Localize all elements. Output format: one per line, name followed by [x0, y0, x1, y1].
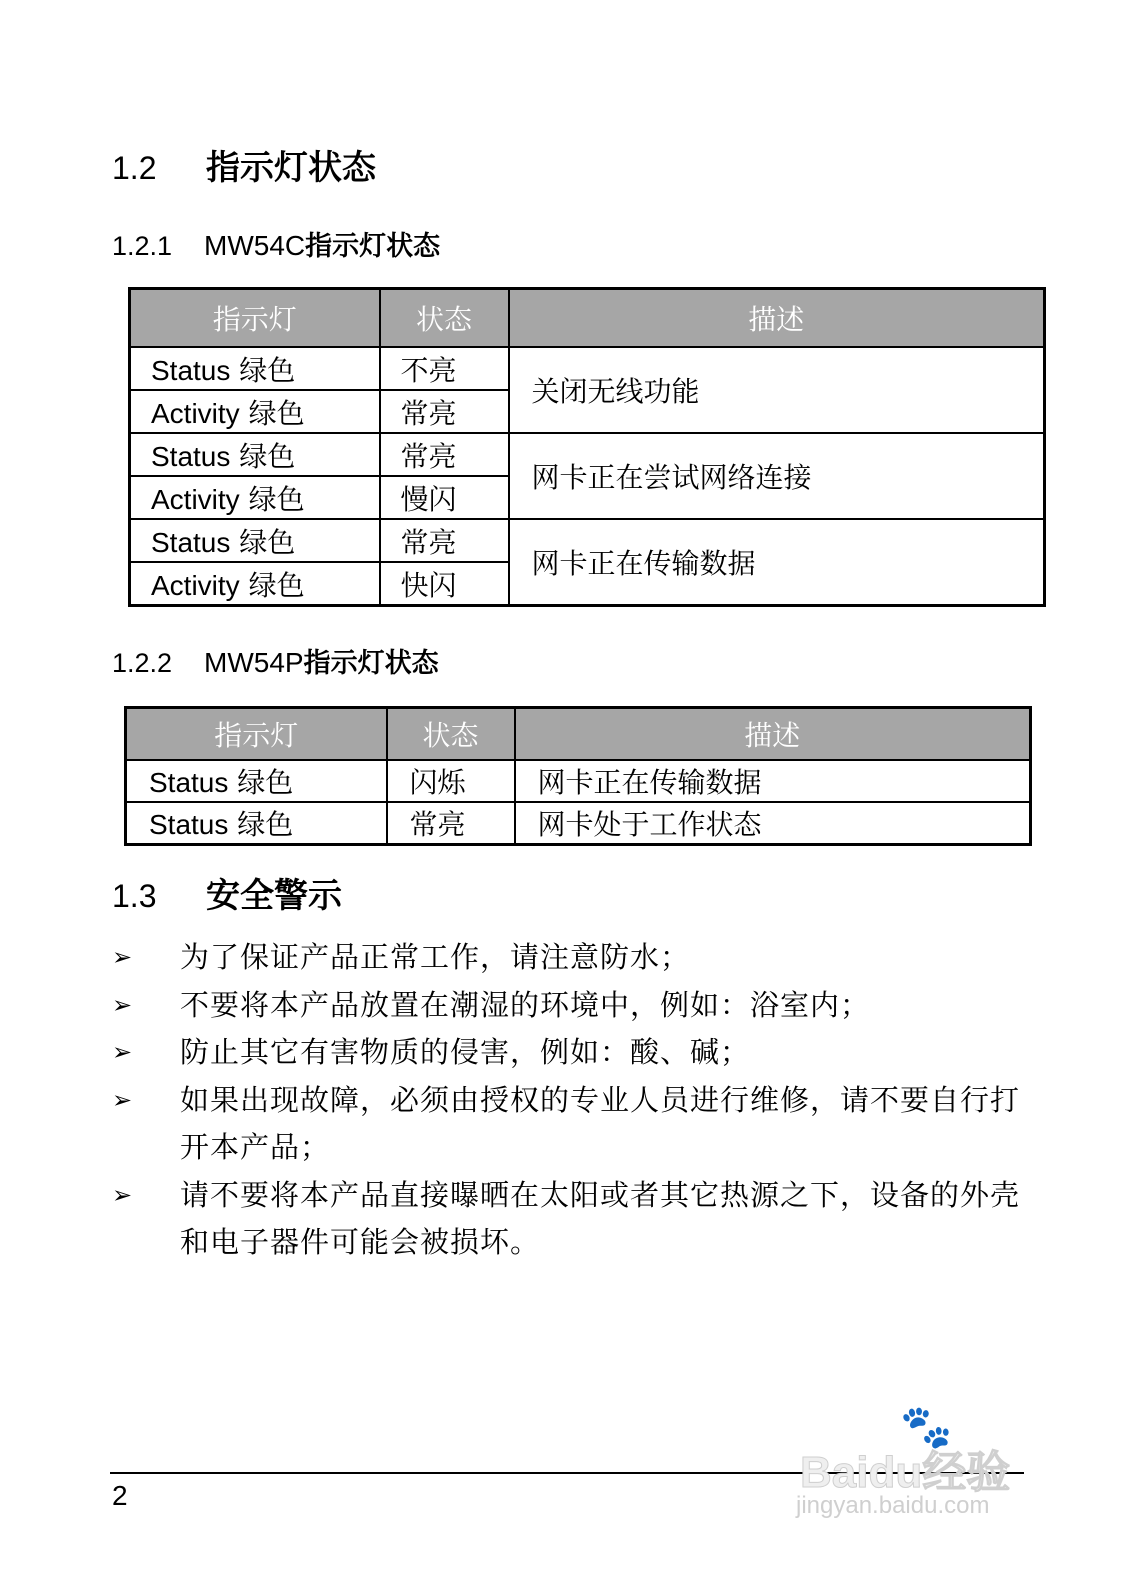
- state-cell: 常亮: [380, 519, 509, 562]
- indicator-cell: Status 绿色: [130, 347, 380, 390]
- watermark-logo: Baidu经验: [800, 1448, 1011, 1497]
- description-cell: 关闭无线功能: [509, 347, 1045, 433]
- section-title: 安全警示: [206, 876, 342, 916]
- section-number: 1.3: [112, 878, 157, 914]
- baidu-watermark: [796, 1400, 1056, 1530]
- arrow-bullet-icon: ➢: [112, 990, 133, 1019]
- subsection-heading-1-2-1: [112, 224, 440, 263]
- header-indicator: 指示灯: [130, 289, 380, 348]
- list-item: [112, 1172, 1032, 1267]
- section-title: 指示灯状态: [206, 148, 376, 188]
- mw54p-indicator-table: [124, 706, 1032, 846]
- description-cell: 网卡正在尝试网络连接: [509, 433, 1045, 519]
- indicator-cell: Status 绿色: [130, 433, 380, 476]
- safety-warning-list: [112, 934, 1032, 1267]
- state-cell: 常亮: [380, 433, 509, 476]
- indicator-cell: Status 绿色: [130, 519, 380, 562]
- table-header-row: [130, 289, 1045, 348]
- header-state: 状态: [387, 708, 515, 761]
- mw54c-indicator-table: [128, 287, 1046, 607]
- arrow-bullet-icon: ➢: [112, 943, 133, 971]
- arrow-bullet-icon: ➢: [112, 1085, 133, 1114]
- description-cell: 网卡正在传输数据: [509, 519, 1045, 606]
- model-name: MW54P: [204, 647, 304, 678]
- list-item: [112, 982, 1032, 1030]
- warning-text: 为了保证产品正常工作，请注意防水；: [180, 940, 691, 974]
- header-state: 状态: [380, 289, 509, 348]
- indicator-cell: Activity 绿色: [130, 476, 380, 519]
- indicator-cell: Status 绿色: [126, 802, 387, 845]
- warning-text: 不要将本产品放置在潮湿的环境中，例如：浴室内；: [180, 987, 871, 1022]
- arrow-bullet-icon: ➢: [112, 1180, 133, 1209]
- header-description: 描述: [515, 708, 1031, 761]
- header-indicator: 指示灯: [126, 708, 387, 761]
- arrow-bullet-icon: ➢: [112, 1038, 133, 1066]
- model-name: MW54C: [204, 230, 306, 261]
- table-header-row: [126, 708, 1031, 761]
- table-row: [130, 519, 1045, 562]
- table-row: [126, 760, 1031, 802]
- state-cell: 快闪: [380, 562, 509, 606]
- list-item: [112, 1029, 1032, 1077]
- table-row: [130, 433, 1045, 476]
- description-cell: 网卡正在传输数据: [515, 760, 1031, 802]
- list-item: [112, 1077, 1032, 1172]
- section-heading-1-2: [112, 140, 376, 189]
- paw-icon: 🐾: [900, 1402, 953, 1451]
- watermark-site: jingyan.baidu.com: [796, 1492, 990, 1519]
- state-cell: 常亮: [387, 802, 515, 845]
- state-cell: 慢闪: [380, 476, 509, 519]
- subsection-title: 指示灯状态: [305, 231, 441, 262]
- subsection-number: 1.2.2: [112, 648, 173, 678]
- description-cell: 网卡处于工作状态: [515, 802, 1031, 845]
- state-cell: 闪烁: [387, 760, 515, 802]
- header-description: 描述: [509, 289, 1045, 348]
- section-number: 1.2: [112, 150, 157, 186]
- state-cell: 常亮: [380, 390, 509, 433]
- warning-text: 防止其它有害物质的侵害，例如：酸、碱；: [180, 1035, 751, 1069]
- indicator-cell: Activity 绿色: [130, 390, 380, 433]
- subsection-number: 1.2.1: [112, 231, 173, 261]
- indicator-cell: Status 绿色: [126, 760, 387, 802]
- state-cell: 不亮: [380, 347, 509, 390]
- warning-text: 请不要将本产品直接曝晒在太阳或者其它热源之下，设备的外壳和电子器件可能会被损坏。: [180, 1177, 1021, 1259]
- table-row: [126, 802, 1031, 845]
- table-row: [130, 347, 1045, 390]
- section-heading-1-3: [112, 868, 342, 917]
- indicator-cell: Activity 绿色: [130, 562, 380, 606]
- page-number: 2: [112, 1480, 128, 1511]
- subsection-heading-1-2-2: [112, 641, 439, 680]
- subsection-title: 指示灯状态: [303, 648, 439, 679]
- warning-text: 如果出现故障，必须由授权的专业人员进行维修，请不要自行打开本产品；: [180, 1082, 1021, 1164]
- list-item: [112, 934, 1032, 982]
